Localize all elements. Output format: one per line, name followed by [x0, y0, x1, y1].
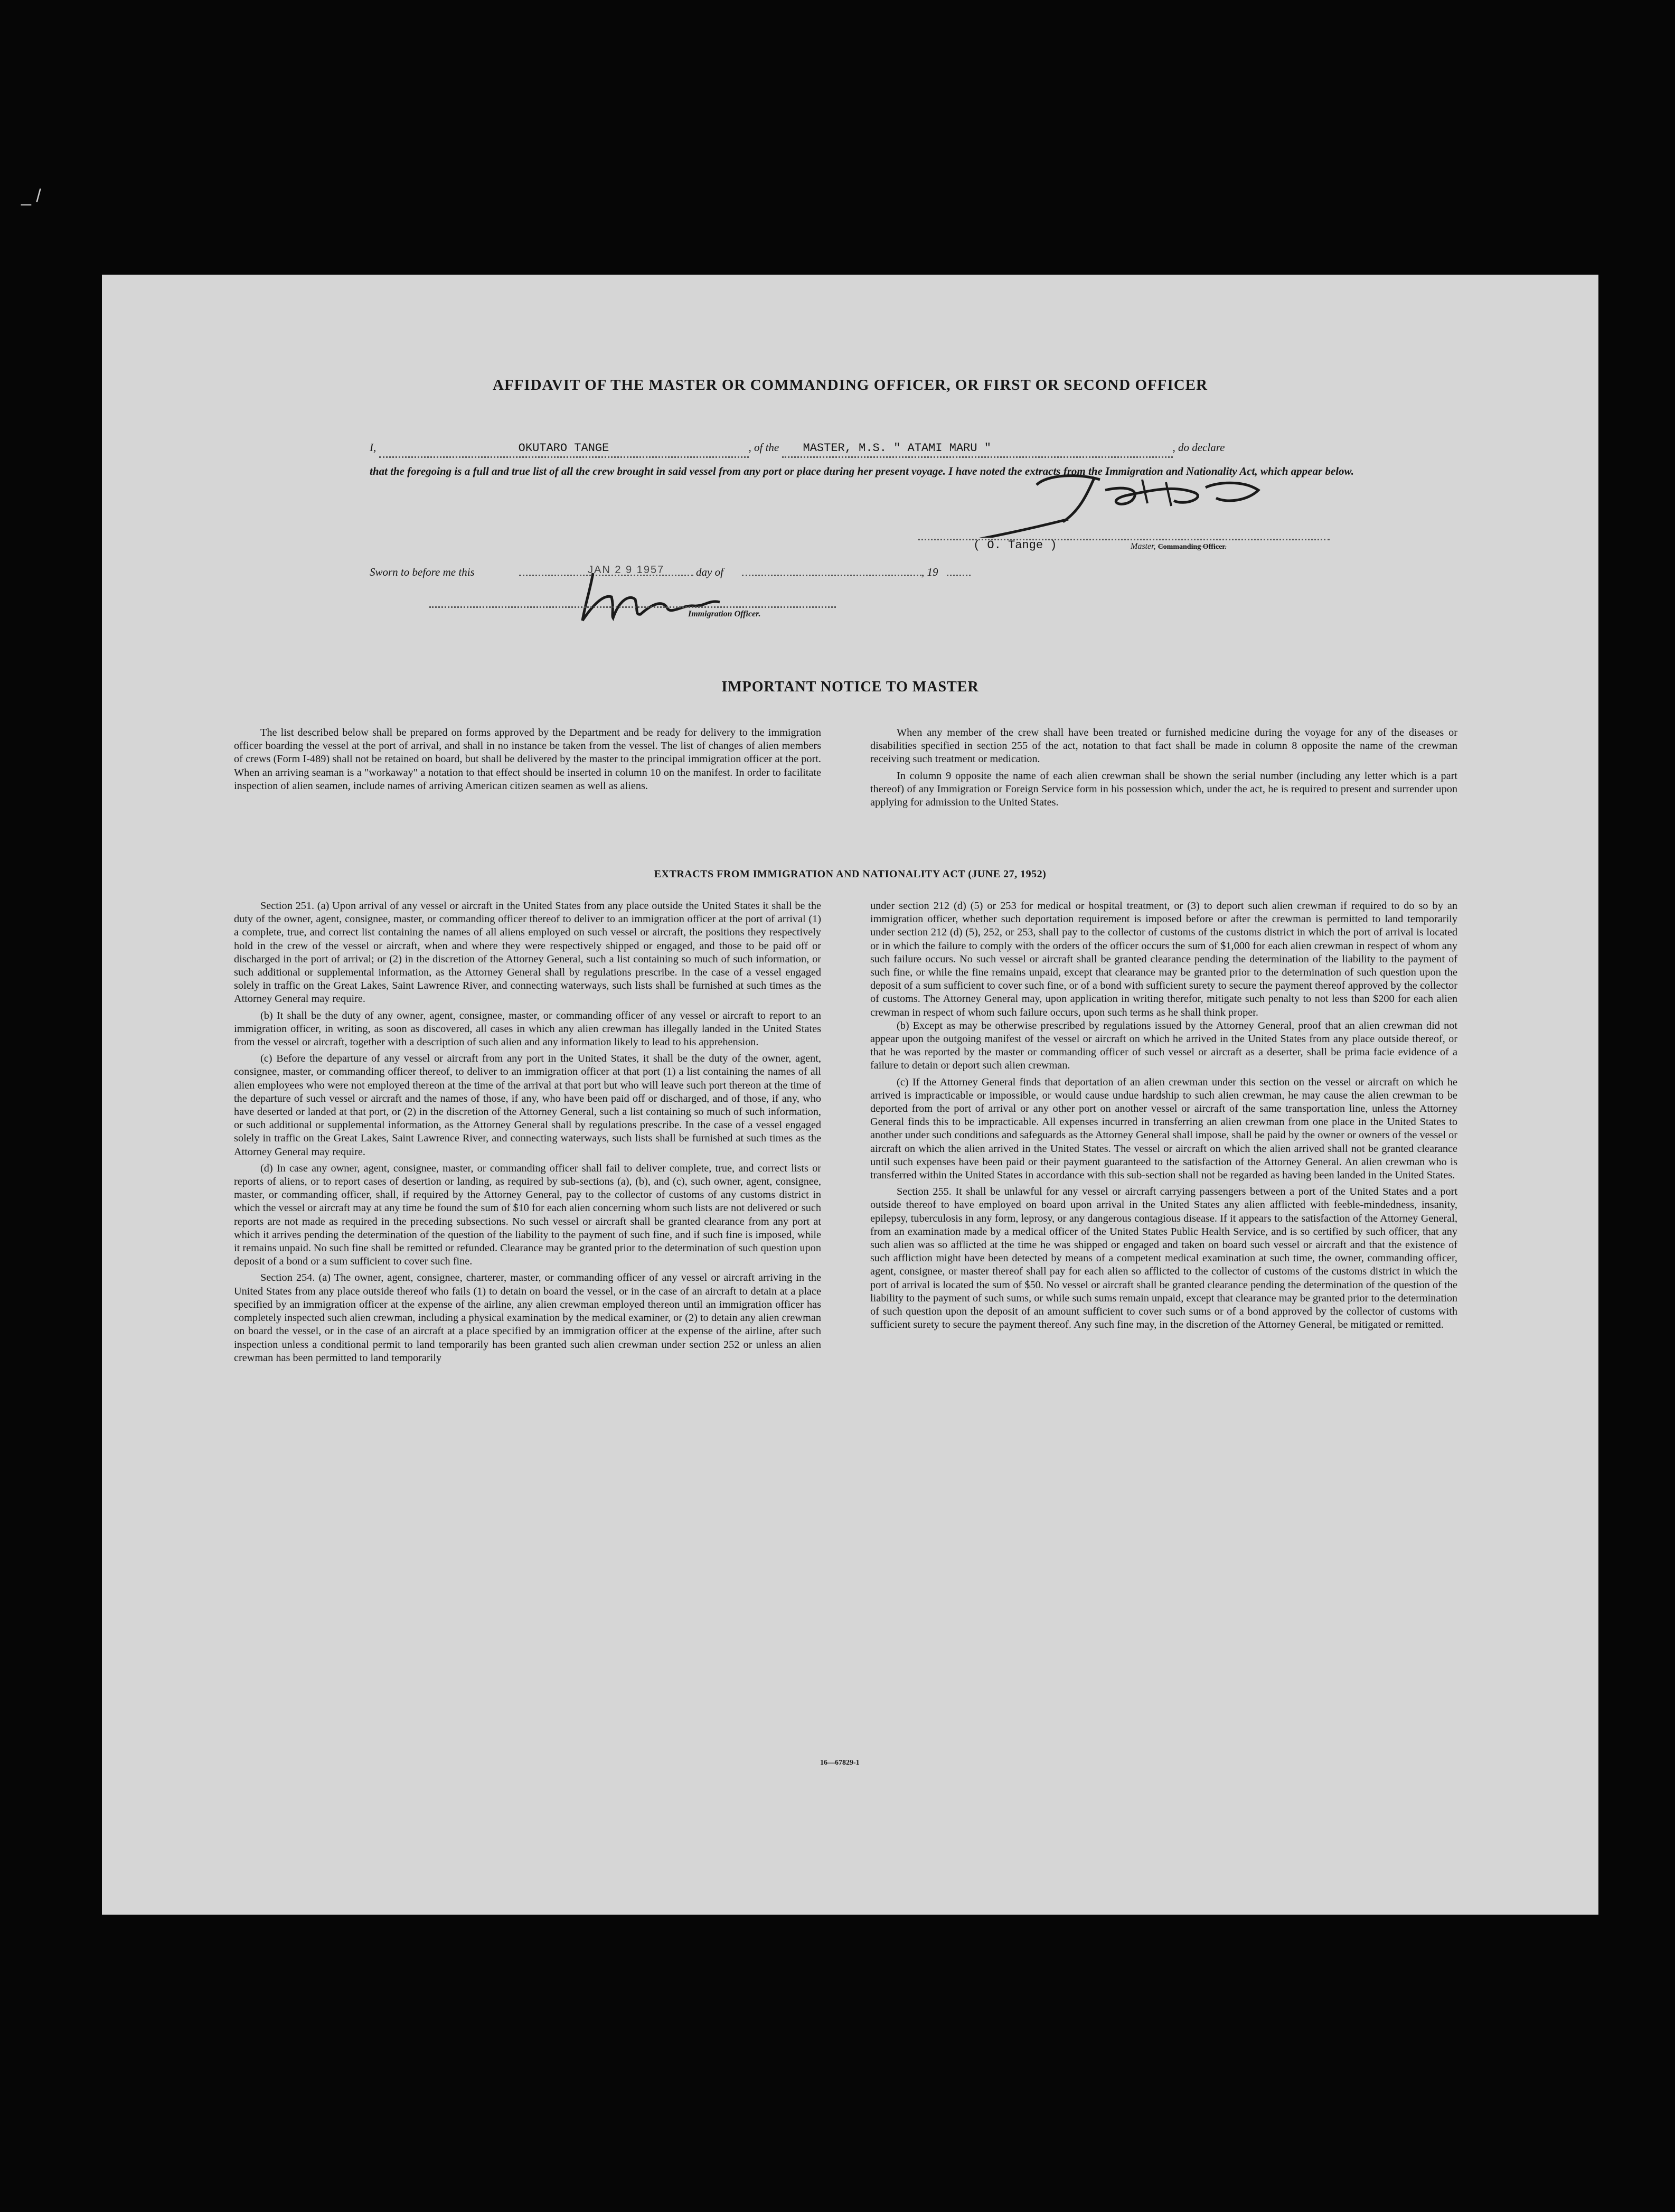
do-declare-label: , do declare — [1172, 441, 1225, 454]
i-label: I, — [370, 441, 377, 454]
sworn-label: Sworn to before me this — [370, 566, 475, 578]
officer-signature-line — [429, 606, 836, 608]
sworn-date-stamp: JAN 2 9 1957 — [588, 564, 665, 576]
scan-mark: _ / — [21, 186, 41, 206]
form-code: 16—67829-1 — [820, 1759, 860, 1767]
notice-title: IMPORTANT NOTICE TO MASTER — [721, 679, 979, 695]
section-254-b: (b) Except as may be otherwise prescribed by regulations issued by the Attorney General, proof that an alien crewman did not appear upon the outgoing manifest of the vessel or aircraft on which he arrived in the United States from any place outside thereof, or that he was reported by the master or commanding officer of such vessel or aircraft as a deserter, shall be prima facie evidence of a failure to detain or deport such alien crewman. — [870, 1019, 1457, 1072]
section-255: Section 255. It shall be unlawful for any vessel or aircraft carrying passengers between a port of the United States and a port outside thereof to have employed on board upon arrival in the United States any alien afflicted with feeble-mindedness, insanity, epilepsy, tuberculosis in any form, leprosy, or any dangerous contagious disease. If it appears to the satisfaction of the Attorney General, from an examination made by a medical officer of the United States Public Health Service, and is so certified by such officer, that any such alien was so afflicted at the time he was shipped or engaged and taken on board such vessel or aircraft and that the existence of such affliction might have been detected by means of a competent medical examination at such time, the owner, commanding officer, agent, consignee, or master thereof shall pay for each alien so afflicted to the collector of customs of the customs district in which the port of arrival is located the sum of $50. No vessel or aircraft shall be granted clearance pending the determination of the question of the liability to the payment of such sums, or while such sums remain unpaid, except that clearance may be granted prior to the determination of such question upon the deposit of an amount sufficient to cover such sums or of a bond approved by the collector of customs with sufficient surety to secure the payment thereof. Any such fine may, in the discretion of the Attorney General, be mitigated or remitted. — [870, 1186, 1457, 1331]
section-251-a: Section 251. (a) Upon arrival of any vessel or aircraft in the United States from any place outside the United States it shall be the duty of the owner, agent, consignee, master, or commanding officer thereof to deliver to an immigration officer at the port of arrival (1) a complete, true, and correct list containing the names of all aliens employed on such vessel or aircraft, the positions they respectively hold in the crew of the vessel or aircraft, when and where they were respectively shipped or engaged, and those to be paid off or discharged in the port of arrival; or (2) in the discretion of the Attorney General, such a list containing so much of such information, or such additional or supplemental information, as the Attorney General shall by regulations prescribe. In the case of a vessel engaged solely in traffic on the Great Lakes, Saint Lawrence River, and connecting waterways, such lists shall be furnished at such times as the Attorney General may require. — [234, 900, 821, 1005]
section-251-c: (c) Before the departure of any vessel or aircraft from any port in the United States, it shall be the duty of the owner, agent, consignee, master, or commanding officer thereof, to deliver to an immigration officer at that port (1) a list containing the names of all alien employees who were not employed thereon at the time of the arrival at that port but who will leave such port thereon at the time of the departure of such vessel or aircraft and the names of those, if any, who have been paid off or discharged, and of those, if any, who have deserted or landed at that port, or (2) in the discretion of the Attorney General, such a list containing so much of such information, or such additional or supplemental information, as the Attorney General shall by regulations prescribe. In the case of a vessel engaged solely in traffic on the Great Lakes, Saint Lawrence River, and connecting waterways, such lists shall be furnished at such times as the Attorney General may require. — [234, 1053, 821, 1158]
vessel-name: MASTER, M.S. " ATAMI MARU " — [803, 442, 991, 455]
section-251-b: (b) It shall be the duty of any owner, agent, consignee, master, or commanding officer of any vessel or aircraft to report to an immigration officer, in writing, as soon as discovered, all cases in which any alien crewman has illegally landed in the United States from the vessel or aircraft, together with a description of such alien and any information likely to lead to his apprehension. — [234, 1009, 821, 1048]
affidavit-page — [102, 275, 1598, 1915]
extracts-left-column — [234, 899, 821, 1368]
master-name-field — [379, 439, 749, 458]
declaration-block — [370, 439, 1415, 458]
of-the-label: , of the — [748, 441, 779, 454]
year-label: , 19 — [921, 566, 938, 578]
year-line — [947, 575, 971, 576]
vessel-field — [782, 439, 1173, 458]
month-line — [742, 575, 921, 576]
signer-typed-name: ( O. Tange ) — [973, 539, 1057, 552]
extracts-title: EXTRACTS FROM IMMIGRATION AND NATIONALITY ACT (JUNE 27, 1952) — [654, 868, 1047, 880]
notice-left-paragraph: The list described below shall be prepared on forms approved by the Department and be ready for delivery to the immigration officer boarding the vessel at the port of arrival, and shall in no instance be taken from the vessel. The list of changes of alien members of crews (Form I-489) shall not be retained on board, but shall be delivered by the master to the principal immigration officer at the port. When an arriving seaman is a "workaway" a notation to that effect should be inserted in column 10 on the manifest. In order to facilitate inspection of alien seamen, include names of arriving American citizen seamen as well as aliens. — [234, 727, 821, 792]
affidavit-title: AFFIDAVIT OF THE MASTER OR COMMANDING OFFICER, OR FIRST OR SECOND OFFICER — [493, 377, 1208, 393]
master-signature — [878, 469, 1290, 538]
notice-left-column — [234, 726, 821, 796]
section-254-c: (c) If the Attorney General finds that deportation of an alien crewman under this section on the vessel or aircraft on which he arrived is impracticable or impossible, or would cause undue hardship to such alien crewman, he may cause the alien crewman to be deported from the port of arrival or any other port on another vessel or aircraft of the same transportation line, unless the Attorney General finds this to be impracticable. All expenses incurred in transferring an alien crewman from one place in the United States to another under such conditions and safeguards as the Attorney General shall impose, shall be paid by the owner or owners of the vessel or aircraft on which the alien arrived in the United States. The vessel or aircraft on which the alien arrived shall not be granted clearance until such expenses have been paid or their payment guaranteed to the satisfaction of the Attorney General. An alien crewman who is transferred within the United States in accordance with this sub-section shall not be regarded as having been landed in the United States. — [870, 1076, 1457, 1182]
notice-right-column — [870, 726, 1457, 812]
master-name: OKUTARO TANGE — [518, 442, 609, 455]
officer-label: Immigration Officer. — [688, 610, 761, 618]
signer-role: Master, Commanding Officer. — [1131, 542, 1227, 551]
extracts-right-column — [870, 899, 1457, 1335]
section-254-a-continued: under section 212 (d) (5) or 253 for medical or hospital treatment, or (3) to deport such alien crewman if required to do so by an immigration officer, whether such deportation requirement is imposed before or after the crewman is permitted to land temporarily under section 212 (d) (5), 252, or 253, shall pay to the collector of customs of the customs district in which the port of arrival is located or in which the failure to comply with the orders of the officer occurs the sum of $1,000 for each alien crewman in respect of whom any such failure occurs. No such vessel or aircraft shall be granted clearance pending the determination of the liability to the payment of such fine, or while the fine remains unpaid, except that clearance may be granted prior to the determination of such question upon the deposit of a sum sufficient to cover such fine, or of a bond with sufficient surety to secure the payment thereof approved by the collector of customs. The Attorney General may, upon application in writing therefor, mitigate such penalty to not less than $200 for each alien crewman in respect of whom such failure occurs, upon such terms as he shall think proper. — [870, 900, 1457, 1018]
section-251-d: (d) In case any owner, agent, consignee, master, or commanding officer shall fail to deliver complete, true, and correct lists or reports of aliens, or to report cases of desertion or landing, as required by sub-sections (a), (b), and (c), such owner, agent, consignee, master, or commanding officer, shall, if required by the Attorney General, pay to the collector of customs of any customs district in which the vessel or aircraft may at any time be found the sum of $10 for each alien concerning whom such lists are not delivered or such reports are not made as required in the preceding subsections. No such vessel or aircraft shall be granted clearance from any port at which it arrives pending the determination of the question of the liability to the payment of such fine, and if such fine is imposed, while it remains unpaid. No such fine shall be remitted or refunded. Clearance may be granted prior to the determination of such question upon deposit of a bond or a sum sufficient to cover such fine. — [234, 1162, 821, 1268]
notice-right-paragraph-1: When any member of the crew shall have been treated or furnished medicine during the voyage for any of the diseases or disabilities specified in section 255 of the act, notation to that fact shall be made in column 8 opposite the name of the crewman receiving such treatment or medication. — [870, 727, 1457, 765]
section-254-a: Section 254. (a) The owner, agent, consignee, charterer, master, or commanding officer of any vessel or aircraft arriving in the United States from any place outside thereof who fails (1) to detain on board the vessel, or in the case of an aircraft to detain at a place specified by an immigration officer at the expense of the airline, any alien crewman employed thereon until an immigration officer has completely inspected such alien crewman, including a physical examination by the medical examiner, or (2) to detain any alien crewman on board the vessel, or in the case of an aircraft at a place specified by an immigration officer at the expense of the airline, after such inspection unless a conditional permit to land temporarily has been granted such alien crewman under section 252 or unless an alien crewman has been permitted to land temporarily — [234, 1272, 821, 1364]
day-of-label: day of — [696, 566, 723, 578]
notice-right-paragraph-2: In column 9 opposite the name of each alien crewman shall be shown the serial number (including any letter which is a part thereof) of any Immigration or Foreign Service form in his possession which, under the act, he is required to present and surrender upon applying for admission to the United States. — [870, 770, 1457, 809]
declaration-text: that the foregoing is a full and true list of all the crew brought in said vessel from any port or place during her present voyage. I have noted the extracts from the Immigration and Nationality Act, which appear below. — [370, 465, 1354, 477]
